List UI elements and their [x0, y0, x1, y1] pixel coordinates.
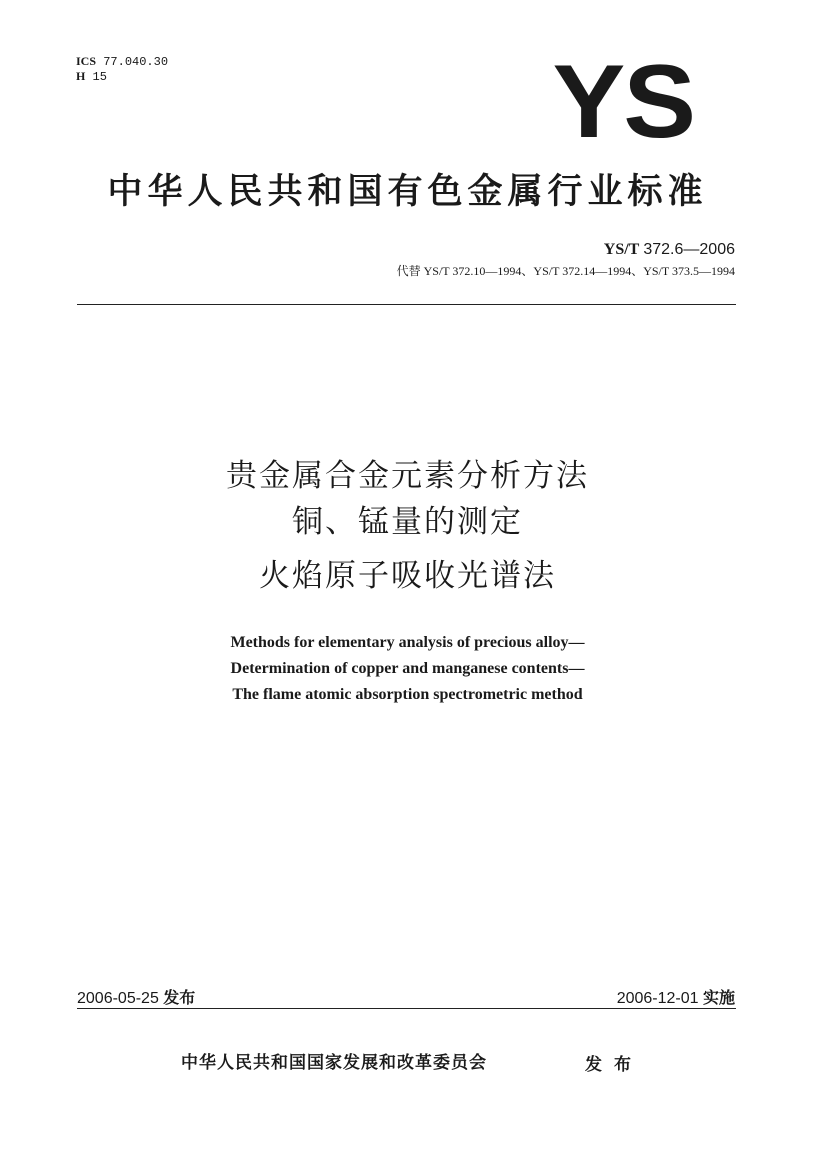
standard-prefix: YS/T — [603, 241, 640, 258]
ccs-code: 15 — [92, 70, 107, 84]
ccs-line — [76, 69, 168, 84]
ics-label: ICS — [76, 54, 97, 68]
title-en-line-3: The flame atomic absorption spectrometric method — [232, 686, 583, 703]
footer-divider — [77, 1008, 736, 1009]
ccs-label: H — [76, 69, 86, 83]
publisher-name: 中华人民共和国国家发展和改革委员会 — [181, 1053, 487, 1073]
implementation-date — [617, 985, 735, 1008]
title-en-line-1: Methods for elementary analysis of precious alloy— — [230, 634, 585, 651]
issue-date — [77, 985, 195, 1008]
replaces-line: 代替 YS/T 372.10—1994、YS/T 372.14—1994、YS/T 373.5—1994 — [396, 264, 735, 278]
issue-date-value: 2006-05-25 — [77, 990, 159, 1007]
standard-code — [604, 241, 735, 259]
standard-number: 372.6—2006 — [643, 241, 735, 258]
organization-title: 中华人民共和国有色金属行业标准 — [107, 172, 708, 212]
title-cn-line-2: 铜、锰量的测定 — [292, 504, 523, 540]
publish-label: 发布 — [585, 1055, 643, 1075]
classification-codes — [76, 54, 168, 84]
ys-logo: YS — [552, 44, 694, 160]
impl-label: 实施 — [702, 988, 735, 1007]
title-cn-line-3: 火焰原子吸收光谱法 — [259, 558, 556, 594]
header-divider — [77, 304, 736, 305]
title-en-line-2: Determination of copper and manganese contents— — [230, 660, 585, 677]
issue-label: 发布 — [163, 988, 196, 1007]
impl-date-value: 2006-12-01 — [616, 990, 699, 1007]
ics-code: 77.040.30 — [103, 55, 169, 69]
title-cn-line-1: 贵金属合金元素分析方法 — [226, 458, 589, 494]
ics-line — [76, 54, 168, 69]
